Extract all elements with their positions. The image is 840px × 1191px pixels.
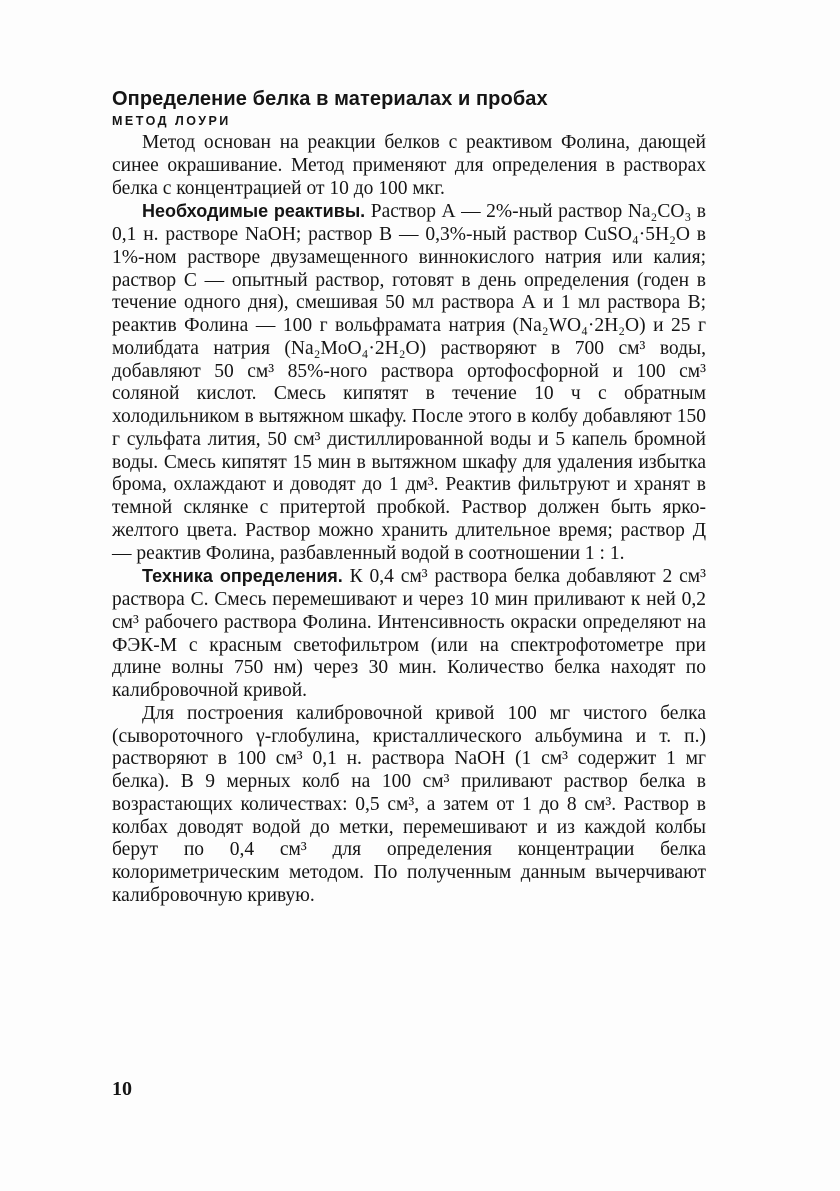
- reagents-heading: Необходимые реактивы.: [142, 201, 366, 222]
- reagents-paragraph: [112, 200, 706, 565]
- technique-text: К 0,4 см³ раствора белка добавляют 2 см³ раствора С. Смесь перемешивают и через 10 мин приливают к ней 0,2 см³ рабочего раствора Фолина. Интенсивность окраски определяют на ФЭК-М с красным светофильтром (или на спектрофотометре при длине волны 750 нм) через 30 мин. Количество белка находят по калибровочной кривой.: [112, 566, 706, 701]
- section-title: Определение белка в материалах и пробах: [112, 88, 548, 110]
- calibration-paragraph: Для построения калибровочной кривой 100 мг чистого белка (сывороточного γ-глобулина, кристаллического альбумина и т. п.) растворяют в 100 см³ 0,1 н. раствора NaOH (1 см³ содержит 1 мг белка). В 9 мерных колб на 100 см³ приливают раствор белка в возрастающих количествах: 0,5 см³, а затем от 1 до 8 см³. Раствор в колбах доводят водой до метки, перемешивают и из каждой колбы берут по 0,4 см³ для определения концентрации белка колориметрическим методом. По полученным данным вычерчивают калибровочную кривую.: [112, 702, 706, 906]
- page-content: [112, 86, 706, 908]
- page-number: 10: [112, 1078, 132, 1100]
- reagents-text: Раствор А — 2%-ный раствор Na₂CO₃ в 0,1 н. растворе NaOH; раствор В — 0,3%-ный раствор CuSO₄·5H₂O в 1%-ном растворе двузамещенного виннокислого натрия или калия; раствор С — опытный раствор, готовят в день определения (годен в течение одного дня), смешивая 50 мл раствора А и 1 мл раствора В; реактив Фолина — 100 г вольфрамата натрия (Na₂WO₄·2H₂O) и 25 г молибдата натрия (Na₂MoO₄·2H₂O) растворяют в 700 см³ воды, добавляют 50 см³ 85%-ного раствора ортофосфорной и 100 см³ соляной кислот. Смесь кипятят в течение 10 ч с обратным холодильником в вытяжном шкафу. После этого в колбу добавляют 150 г сульфата лития, 50 см³ дистиллированной воды и 5 капель бромной воды. Смесь кипятят 15 мин в вытяжном шкафу для удаления избытка брома, охлаждают и доводят до 1 дм³. Реактив фильтруют и хранят в темной склянке с притертой пробкой. Раствор должен быть ярко-желтого цвета. Раствор можно хранить длительное время; раствор Д — реактив Фолина, разбавленный водой в соотношении 1 : 1.: [112, 201, 706, 564]
- method-subtitle: МЕТОД ЛОУРИ: [112, 114, 231, 128]
- technique-heading: Техника определения.: [142, 566, 343, 587]
- technique-paragraph: [112, 565, 706, 703]
- intro-paragraph: Метод основан на реакции белков с реактивом Фолина, дающей синее окрашивание. Метод применяют для определения в растворах белка с концентрацией от 10 до 100 мкг.: [112, 132, 706, 199]
